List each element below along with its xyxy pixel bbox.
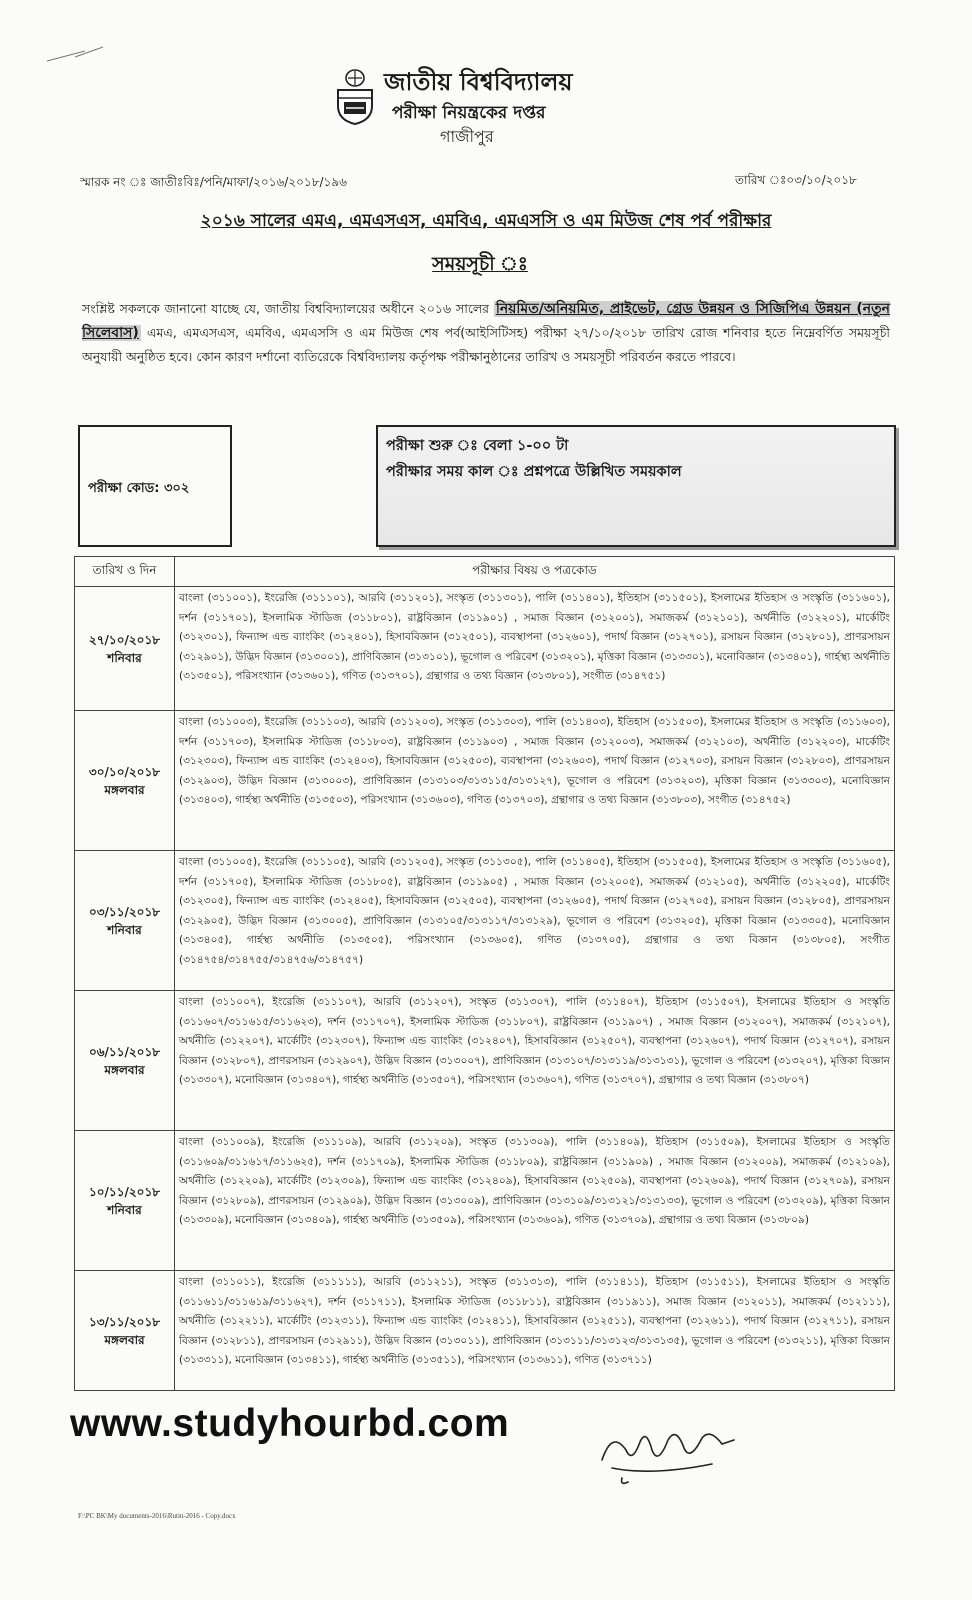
exam-code: পরীক্ষা কোড: ৩০২ bbox=[88, 481, 190, 496]
table-header-row bbox=[75, 557, 895, 587]
table-row bbox=[75, 991, 895, 1131]
letterhead bbox=[330, 62, 650, 152]
exam-day-cell bbox=[75, 711, 175, 851]
exam-subjects: বাংলা (৩১১০০৭), ইংরেজি (৩১১১০৭), আরবি (৩১১২০৭), সংস্কৃত (৩১১৩০৭), পালি (৩১১৪০৭), ইতিহাস (৩১১৫০৭), ইসলামের ইতিহাস ও সংস্কৃতি (৩১১৬০৭/৩১১৬১৫/৩১১৬২৩), দর্শন (৩১১৭০৭), ইসলামিক স্টাডিজ (৩১১৮০৭), রাষ্ট্রবিজ্ঞান (৩১১৯০৭) , সমাজ বিজ্ঞান (৩১২০০৭), সমাজকর্ম (৩১২১০৭), অর্থনীতি (৩১২২০৭), মার্কেটিং (৩১২৩০৭), ফিন্যান্স এন্ড ব্যাংকিং (৩১২৪০৭), হিসাববিজ্ঞান (৩১২৫০৭), ব্যবস্থাপনা (৩১২৬০৭), পদার্থ বিজ্ঞান (৩১২৭০৭), রসায়ন বিজ্ঞান (৩১২৮০৭), প্রাণরসায়ন (৩১২৯০৭), উদ্ভিদ বিজ্ঞান (৩১৩০০৭), প্রাণিবিজ্ঞান (৩১৩১০৭/৩১৩১১৯/৩১৩১৩১), ভূগোল ও পরিবেশ (৩১৩২০৭), মৃত্তিকা বিজ্ঞান (৩১৩৩০৭), মনোবিজ্ঞান (৩১৩৪০৭), গার্হস্থ্য অর্থনীতি (৩১৩৫০৭), পরিসংখ্যান (৩১৩৬০৭), গণিত (৩১৩৭০৭), গ্রন্থাগার ও তথ্য বিজ্ঞান (৩১৩৮০৭) bbox=[175, 991, 895, 1131]
exam-start-time: পরীক্ষা শুরু ঃ বেলা ১-০০ টা bbox=[386, 438, 569, 454]
exam-weekday: মঙ্গলবার bbox=[104, 1062, 145, 1077]
notice-text-intro: সংশ্লিষ্ট সকলকে জানানো যাচ্ছে যে, জাতীয় বিশ্ববিদ্যালয়ের অধীনে ২০১৬ সালের bbox=[82, 301, 490, 316]
column-header-date: তারিখ ও দিন bbox=[75, 557, 175, 587]
website-watermark: www.studyhourbd.com bbox=[70, 1402, 510, 1445]
exam-weekday: মঙ্গলবার bbox=[104, 1332, 145, 1347]
exam-weekday: শনিবার bbox=[107, 1202, 142, 1217]
notice-paragraph bbox=[82, 297, 890, 368]
signature-icon bbox=[592, 1420, 742, 1490]
exam-duration: পরীক্ষার সময় কাল ঃ প্রশ্নপত্রে উল্লিখিত সময়কাল bbox=[386, 464, 682, 480]
exam-subjects: বাংলা (৩১১০০৩), ইংরেজি (৩১১১০৩), আরবি (৩১১২০৩), সংস্কৃত (৩১১৩০৩), পালি (৩১১৪০৩), ইতিহাস (৩১১৫০৩), ইসলামের ইতিহাস ও সংস্কৃতি (৩১১৬০৩), দর্শন (৩১১৭০৩), ইসলামিক স্টাডিজ (৩১১৮০৩), রাষ্ট্রবিজ্ঞান (৩১১৯০৩) , সমাজ বিজ্ঞান (৩১২০০৩), সমাজকর্ম (৩১২১০৩), অর্থনীতি (৩১২২০৩), মার্কেটিং (৩১২৩০৩), ফিন্যান্স এন্ড ব্যাংকিং (৩১২৪০৩), হিসাববিজ্ঞান (৩১২৫০৩), ব্যবস্থাপনা (৩১২৬০৩), পদার্থ বিজ্ঞান (৩১২৭০৩), রসায়ন বিজ্ঞান (৩১২৮০৩), প্রাণরসায়ন (৩১২৯০৩), উদ্ভিদ বিজ্ঞান (৩১৩০০৩), প্রাণিবিজ্ঞান (৩১৩১০৩/৩১৩১১৫/৩১৩১২৭), ভূগোল ও পরিবেশ (৩১৩২০৩), মৃত্তিকা বিজ্ঞান (৩১৩৩০৩), মনোবিজ্ঞান (৩১৩৪০৩), গার্হস্থ্য অর্থনীতি (৩১৩৫০৩), পরিসংখ্যান (৩১৩৬০৩), গণিত (৩১৩৭০৩), গ্রন্থাগার ও তথ্য বিজ্ঞান (৩১৩৮০৩), সংগীত (৩১৪৭৫২) bbox=[175, 711, 895, 851]
column-header-subjects: পরীক্ষার বিষয় ও পত্রকোড bbox=[175, 557, 895, 587]
exam-date: ২৭/১০/২০১৮ bbox=[88, 632, 161, 647]
university-seal-icon bbox=[330, 66, 380, 126]
file-path-footer: F:\PC BK\My documents-2016\Rutin-2016 - Copy.docx bbox=[78, 1512, 236, 1520]
table-row bbox=[75, 1131, 895, 1271]
exam-subjects: বাংলা (৩১১০১১), ইংরেজি (৩১১১১১), আরবি (৩১১২১১), সংস্কৃত (৩১১৩১৩), পালি (৩১১৪১১), ইতিহাস (৩১১৫১১), ইসলামের ইতিহাস ও সংস্কৃতি (৩১১৬১১/৩১১৬১৯/৩১১৬২৭), দর্শন (৩১১৭১১), ইসলামিক স্টাডিজ (৩১১৮১১), রাষ্ট্রবিজ্ঞান (৩১১৯১১), সমাজ বিজ্ঞান (৩১২০১১), সমাজকর্ম (৩১২১১১), অর্থনীতি (৩১২২১১), মার্কেটিং (৩১২৩১১), ফিন্যান্স এন্ড ব্যাংকিং (৩১২৪১১), হিসাববিজ্ঞান (৩১২৫১১), ব্যবস্থাপনা (৩১২৬১১), পদার্থ বিজ্ঞান (৩১২৭১১), রসায়ন বিজ্ঞান (৩১২৮১১), প্রাণরসায়ন (৩১২৯১১), উদ্ভিদ বিজ্ঞান (৩১৩০১১), প্রাণিবিজ্ঞান (৩১৩১১১/৩১৩১২৩/৩১৩১৩৫), ভূগোল ও পরিবেশ (৩১৩২১১), মৃত্তিকা বিজ্ঞান (৩১৩৩১১), মনোবিজ্ঞান (৩১৩৪১১), গার্হস্থ্য অর্থনীতি (৩১৩৫১১), পরিসংখ্যান (৩১৩৬১১), গণিত (৩১৩৭১১) bbox=[175, 1271, 895, 1391]
office-city: গাজীপুর bbox=[440, 127, 494, 146]
notice-text-body: এমএ, এমএসএস, এমবিএ, এমএসসি ও এম মিউজ শেষ পর্ব(আইসিটিসহ) পরীক্ষা ২৭/১০/২০১৮ তারিখ রোজ শনিবার হতে নিম্নেবর্ণিত সময়সূচী অনুযায়ী অনুষ্ঠিত হবে। কোন কারণ দর্শানো ব্যতিরেকে বিশ্ববিদ্যালয় কর্তৃপক্ষ পরীক্ষানুষ্ঠানের তারিখ ও সময়সূচী পরিবর্তন করতে পারবে। bbox=[82, 325, 890, 364]
table-row bbox=[75, 711, 895, 851]
exam-subjects: বাংলা (৩১১০০৯), ইংরেজি (৩১১১০৯), আরবি (৩১১২০৯), সংস্কৃত (৩১১৩০৯), পালি (৩১১৪০৯), ইতিহাস (৩১১৫০৯), ইসলামের ইতিহাস ও সংস্কৃতি (৩১১৬০৯/৩১১৬১৭/৩১১৬২৫), দর্শন (৩১১৭০৯), ইসলামিক স্টাডিজ (৩১১৮০৯), রাষ্ট্রবিজ্ঞান (৩১১৯০৯) , সমাজ বিজ্ঞান (৩১২০০৯), সমাজকর্ম (৩১২১০৯), অর্থনীতি (৩১২২০৯), মার্কেটিং (৩১২৩০৯), ফিন্যান্স এন্ড ব্যাংকিং (৩১২৪০৯), হিসাববিজ্ঞান (৩১২৫০৯), ব্যবস্থাপনা (৩১২৬০৯), পদার্থ বিজ্ঞান (৩১২৭০৯), রসায়ন বিজ্ঞান (৩১২৮০৯), প্রাণরসায়ন (৩১২৯০৯), উদ্ভিদ বিজ্ঞান (৩১৩০০৯), প্রাণিবিজ্ঞান (৩১৩১০৯/৩১৩১২১/৩১৩১৩৩), ভূগোল ও পরিবেশ (৩১৩২০৯), মৃত্তিকা বিজ্ঞান (৩১৩৩০৯), মনোবিজ্ঞান (৩১৩৪০৯), গার্হস্থ্য অর্থনীতি (৩১৩৫০৯), পরিসংখ্যান (৩১৩৬০৯), গণিত (৩১৩৭০৯), গ্রন্থাগার ও তথ্য বিজ্ঞান (৩১৩৮০৯) bbox=[175, 1131, 895, 1271]
memo-reference: স্মারক নং ঃ জাতীঃবিঃ/পনি/মাফা/২০১৬/২০১৮/১৯৬ bbox=[80, 175, 347, 189]
exam-weekday: শনিবার bbox=[107, 922, 142, 937]
office-name: পরীক্ষা নিয়ন্ত্রকের দপ্তর bbox=[392, 103, 546, 123]
exam-day-cell bbox=[75, 1131, 175, 1271]
exam-date: ১৩/১১/২০১৮ bbox=[88, 1314, 161, 1329]
exam-code-box bbox=[78, 425, 232, 547]
notice-highlight: নিয়মিত/অনিয়মিত, প্রাইভেট, গ্রেড উন্নয়ন ও সিজিপিএ উন্নয়ন (নতুন সিলেবাস) bbox=[82, 301, 890, 341]
exam-day-cell bbox=[75, 587, 175, 711]
exam-day-cell bbox=[75, 851, 175, 991]
exam-date: ৩০/১০/২০১৮ bbox=[88, 764, 161, 779]
table-row bbox=[75, 1271, 895, 1391]
exam-weekday: শনিবার bbox=[107, 650, 142, 665]
table-row bbox=[75, 851, 895, 991]
exam-time-box bbox=[376, 425, 896, 547]
exam-subjects: বাংলা (৩১১০০৫), ইংরেজি (৩১১১০৫), আরবি (৩১১২০৫), সংস্কৃত (৩১১৩০৫), পালি (৩১১৪০৫), ইতিহাস (৩১১৫০৫), ইসলামের ইতিহাস ও সংস্কৃতি (৩১১৬০৫), দর্শন (৩১১৭০৫), ইসলামিক স্টাডিজ (৩১১৮০৫), রাষ্ট্রবিজ্ঞান (৩১১৯০৫) , সমাজ বিজ্ঞান (৩১২০০৫), সমাজকর্ম (৩১২১০৫), অর্থনীতি (৩১২২০৫), মার্কেটিং (৩১২৩০৫), ফিন্যান্স এন্ড ব্যাংকিং (৩১২৪০৫), হিসাববিজ্ঞান (৩১২৫০৫), ব্যবস্থাপনা (৩১২৬০৫), পদার্থ বিজ্ঞান (৩১২৭০৫), রসায়ন বিজ্ঞান (৩১২৮০৫), প্রাণরসায়ন (৩১২৯০৫), উদ্ভিদ বিজ্ঞান (৩১৩০০৫), প্রাণিবিজ্ঞান (৩১৩১০৫/৩১৩১১৭/৩১৩১২৯), ভূগোল ও পরিবেশ (৩১৩২০৫), মৃত্তিকা বিজ্ঞান (৩১৩৩০৫), মনোবিজ্ঞান (৩১৩৪০৫), গার্হস্থ্য অর্থনীতি (৩১৩৫০৫), পরিসংখ্যান (৩১৩৬০৫), গণিত (৩১৩৭০৫), গ্রন্থাগার ও তথ্য বিজ্ঞান (৩১৩৮০৫), সংগীত (৩১৪৭৫৪/৩১৪৭৫৫/৩১৪৭৫৬/৩১৪৭৫৭) bbox=[175, 851, 895, 991]
exam-date: ০৩/১১/২০১৮ bbox=[88, 904, 161, 919]
exam-day-cell bbox=[75, 991, 175, 1131]
table-row bbox=[75, 587, 895, 711]
exam-date: ১০/১১/২০১৮ bbox=[88, 1184, 161, 1199]
exam-title: ২০১৬ সালের এমএ, এমএসএস, এমবিএ, এমএসসি ও এম মিউজ শেষ পর্ব পরীক্ষার bbox=[200, 211, 772, 231]
exam-subjects: বাংলা (৩১১০০১), ইংরেজি (৩১১১০১), আরবি (৩১১২০১), সংস্কৃত (৩১১৩০১), পালি (৩১১৪০১), ইতিহাস (৩১১৫০১), ইসলামের ইতিহাস ও সংস্কৃতি (৩১১৬০১), দর্শন (৩১১৭০১), ইসলামিক স্টাডিজ (৩১১৮০১), রাষ্ট্রবিজ্ঞান (৩১১৯০১) , সমাজ বিজ্ঞান (৩১২০০১), সমাজকর্ম (৩১২১০১), অর্থনীতি (৩১২২০১), মার্কেটিং (৩১২৩০১), ফিন্যান্স এন্ড ব্যাংকিং (৩১২৪০১), হিসাববিজ্ঞান (৩১২৫০১), ব্যবস্থাপনা (৩১২৬০১), পদার্থ বিজ্ঞান (৩১২৭০১), রসায়ন বিজ্ঞান (৩১২৮০১), প্রাণরসায়ন (৩১২৯০১), উদ্ভিদ বিজ্ঞান (৩১৩০০১), প্রাণিবিজ্ঞান (৩১৩১০১), ভূগোল ও পরিবেশ (৩১৩২০১), মৃত্তিকা বিজ্ঞান (৩১৩৩০১), মনোবিজ্ঞান (৩১৩৪০১), গার্হস্থ্য অর্থনীতি (৩১৩৫০১), পরিসংখ্যান (৩১৩৬০১), গণিত (৩১৩৭০১), গ্রন্থাগার ও তথ্য বিজ্ঞান (৩১৩৮০১), সংগীত (৩১৪৭৫১) bbox=[175, 587, 895, 711]
exam-date: ০৬/১১/২০১৮ bbox=[88, 1044, 161, 1059]
exam-weekday: মঙ্গলবার bbox=[104, 782, 145, 797]
exam-routine-table bbox=[74, 556, 895, 1391]
exam-day-cell bbox=[75, 1271, 175, 1391]
memo-date: তারিখ ঃ০৩/১০/২০১৮ bbox=[735, 173, 857, 187]
pen-mark-icon bbox=[45, 45, 105, 65]
university-name: জাতীয় বিশ্ববিদ্যালয় bbox=[384, 68, 573, 96]
schedule-heading: সময়সূচী ঃ bbox=[432, 253, 528, 275]
